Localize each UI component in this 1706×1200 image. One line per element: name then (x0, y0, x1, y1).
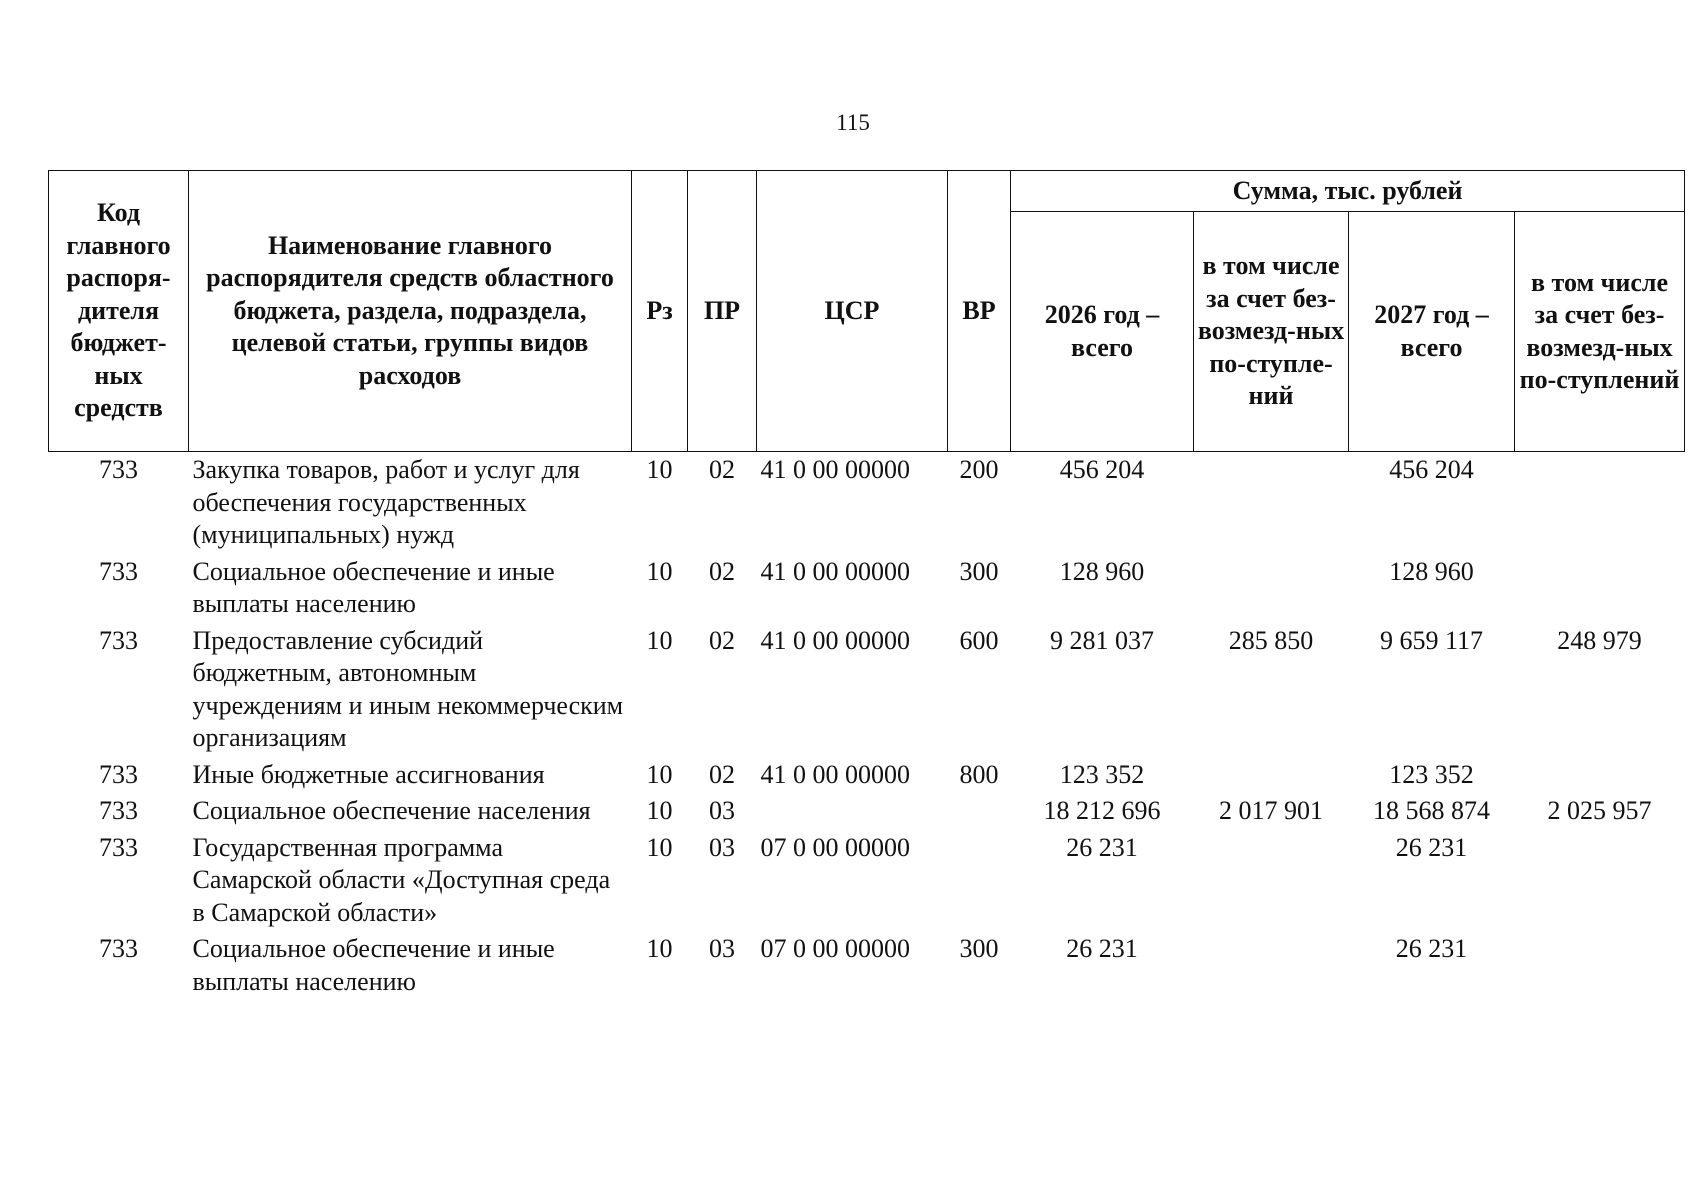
cell-vr: 200 (959, 455, 999, 484)
cell-rz: 10 (646, 934, 673, 963)
table-row (49, 931, 1685, 1000)
cell-2026-grants: 285 850 (1228, 625, 1314, 655)
table-row (49, 452, 1685, 554)
cell-2026-total: 123 352 (1059, 759, 1145, 789)
table-row (49, 623, 1685, 757)
header-2027-total: 2027 год – всего (1349, 212, 1515, 452)
cell-csr: 41 0 00 00000 (760, 625, 910, 655)
cell-rz: 10 (646, 832, 673, 862)
header-rz: Рз (632, 171, 688, 452)
cell-name: Предоставление субсидий бюджетным, автономным учреждениям и иным некоммерческим организациям (192, 625, 624, 752)
page-number: 115 (836, 110, 870, 135)
cell-2026-grants (1194, 452, 1349, 554)
cell-2027-grants (1515, 931, 1685, 1000)
cell-2026-grants (1194, 554, 1349, 623)
cell-pr: 02 (709, 759, 735, 789)
cell-csr (757, 793, 948, 830)
cell-2027-total: 456 204 (1389, 455, 1474, 484)
cell-csr: 41 0 00 00000 (760, 556, 910, 586)
header-pr: ПР (688, 171, 757, 452)
cell-name: Государственная программа Самарской области «Доступная среда в Самарской области» (192, 832, 611, 927)
cell-2027-grants: 2 025 957 (1547, 796, 1652, 825)
cell-2027-grants: 248 979 (1557, 625, 1642, 655)
budget-table (48, 170, 1685, 1000)
table-row (49, 757, 1685, 794)
cell-2027-total: 26 231 (1395, 934, 1468, 963)
cell-2027-grants (1515, 830, 1685, 932)
cell-rz: 10 (646, 759, 673, 789)
table-row (49, 830, 1685, 932)
cell-name: Социальное обеспечение и иные выплаты населению (192, 556, 555, 618)
cell-code: 733 (99, 759, 138, 789)
table-body (49, 452, 1685, 1001)
cell-2026-total: 18 212 696 (1043, 796, 1161, 825)
cell-csr: 41 0 00 00000 (760, 759, 910, 789)
header-code: Код главного распоря-дителя бюджет-ных средств (49, 171, 189, 452)
cell-csr: 07 0 00 00000 (760, 934, 910, 963)
header-csr: ЦСР (757, 171, 948, 452)
cell-2026-total: 456 204 (1059, 455, 1145, 484)
cell-code: 733 (99, 934, 138, 963)
header-sum: Сумма, тыс. рублей (1011, 171, 1685, 212)
cell-name: Социальное обеспечение населения (192, 796, 591, 825)
cell-code: 733 (99, 832, 138, 862)
cell-code: 733 (99, 796, 138, 825)
cell-rz: 10 (646, 455, 673, 484)
cell-vr (948, 830, 1011, 932)
cell-csr: 41 0 00 00000 (760, 455, 910, 484)
cell-2026-grants (1194, 757, 1349, 794)
cell-rz: 10 (646, 796, 673, 825)
header-2027-grants: в том числе за счет без-возмезд-ных по-ступлений (1515, 212, 1685, 452)
cell-2026-total: 128 960 (1059, 556, 1145, 586)
header-2026-grants: в том числе за счет без-возмезд-ных по-ступле-ний (1194, 212, 1349, 452)
cell-vr: 600 (959, 625, 999, 655)
cell-pr: 03 (709, 832, 735, 862)
cell-2026-total: 26 231 (1066, 832, 1138, 862)
header-vr: ВР (948, 171, 1011, 452)
cell-code: 733 (99, 625, 138, 655)
cell-2026-total: 26 231 (1066, 934, 1138, 963)
cell-name: Закупка товаров, работ и услуг для обеспечения государственных (муниципальных) нужд (192, 455, 580, 549)
table-row (49, 793, 1685, 830)
header-2026-total: 2026 год – всего (1011, 212, 1194, 452)
cell-pr: 02 (709, 455, 735, 484)
cell-vr: 300 (959, 556, 999, 586)
cell-2027-total: 9 659 117 (1379, 625, 1484, 655)
cell-rz: 10 (646, 625, 673, 655)
cell-vr (948, 793, 1011, 830)
cell-vr: 300 (959, 934, 999, 963)
table-row (49, 554, 1685, 623)
cell-2027-grants (1515, 452, 1685, 554)
cell-2026-grants (1194, 830, 1349, 932)
cell-2026-total: 9 281 037 (1050, 625, 1154, 655)
cell-2026-grants: 2 017 901 (1219, 796, 1323, 825)
cell-2027-total: 123 352 (1389, 759, 1474, 789)
cell-2026-grants (1194, 931, 1349, 1000)
header-name: Наименование главного распорядителя средств областного бюджета, раздела, подраздела, целевой статьи, группы видов расходов (189, 171, 632, 452)
cell-pr: 03 (709, 796, 735, 825)
cell-2027-grants (1515, 554, 1685, 623)
cell-vr: 800 (959, 759, 999, 789)
cell-2027-total: 26 231 (1395, 832, 1468, 862)
cell-name: Социальное обеспечение и иные выплаты населению (192, 934, 555, 996)
cell-code: 733 (99, 455, 138, 484)
cell-2027-total: 18 568 874 (1373, 796, 1490, 825)
table-header (49, 171, 1685, 452)
cell-name: Иные бюджетные ассигнования (192, 759, 545, 789)
cell-rz: 10 (646, 556, 673, 586)
cell-pr: 02 (709, 556, 735, 586)
cell-pr: 02 (709, 625, 735, 655)
cell-code: 733 (99, 556, 138, 586)
cell-csr: 07 0 00 00000 (760, 832, 910, 862)
cell-pr: 03 (709, 934, 735, 963)
cell-2027-total: 128 960 (1389, 556, 1474, 586)
cell-2027-grants (1515, 757, 1685, 794)
